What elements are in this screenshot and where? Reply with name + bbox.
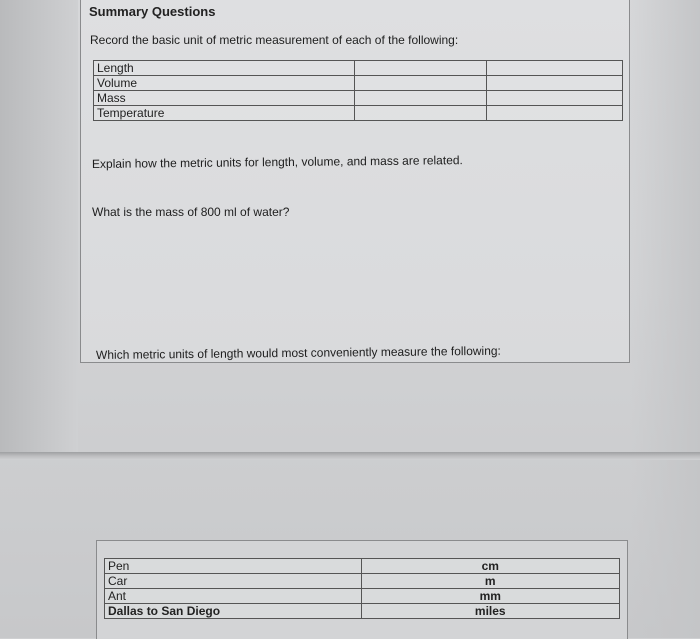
table-row: [105, 559, 620, 574]
items-table: [104, 558, 620, 619]
question-convenient-units: Which metric units of length would most conveniently measure the following:: [95, 343, 501, 362]
answer-cell-car[interactable]: m: [361, 574, 620, 589]
item-label-car: Car: [105, 574, 362, 589]
left-shadow: [0, 0, 78, 460]
table-row: [94, 76, 623, 91]
page-title: Summary Questions: [89, 4, 216, 19]
item-label-pen: Pen: [105, 559, 362, 574]
table-row: [94, 91, 623, 106]
page-fold-divider: [0, 452, 700, 460]
table-row: [105, 574, 620, 589]
question-explain-relation: Explain how the metric units for length, volume, and mass are related.: [91, 153, 463, 171]
extra-cell-mass[interactable]: [487, 91, 623, 106]
answer-cell-ant[interactable]: mm: [361, 589, 620, 604]
item-label-dallas-san-diego: Dallas to San Diego: [105, 604, 362, 619]
table-row: [105, 589, 620, 604]
item-label-ant: Ant: [105, 589, 362, 604]
extra-cell-volume[interactable]: [487, 76, 623, 91]
answer-cell-length[interactable]: [355, 61, 487, 76]
table-row: [105, 604, 620, 619]
question-mass-of-water: What is the mass of 800 ml of water?: [92, 205, 290, 219]
table-row: [94, 106, 623, 121]
extra-cell-temperature[interactable]: [487, 106, 623, 121]
extra-cell-length[interactable]: [487, 61, 623, 76]
answer-cell-volume[interactable]: [355, 76, 487, 91]
row-label-temperature: Temperature: [94, 106, 355, 121]
right-shadow: [630, 0, 700, 638]
table-row: [94, 61, 623, 76]
answer-cell-mass[interactable]: [355, 91, 487, 106]
question-record-units: Record the basic unit of metric measurement of each of the following:: [90, 33, 459, 47]
worksheet-upper: [80, 0, 630, 363]
row-label-volume: Volume: [94, 76, 355, 91]
answer-cell-temperature[interactable]: [355, 106, 487, 121]
units-table: [93, 60, 623, 121]
answer-cell-pen[interactable]: cm: [361, 559, 620, 574]
row-label-mass: Mass: [94, 91, 355, 106]
row-label-length: Length: [94, 61, 355, 76]
answer-cell-dallas-san-diego[interactable]: miles: [361, 604, 620, 619]
